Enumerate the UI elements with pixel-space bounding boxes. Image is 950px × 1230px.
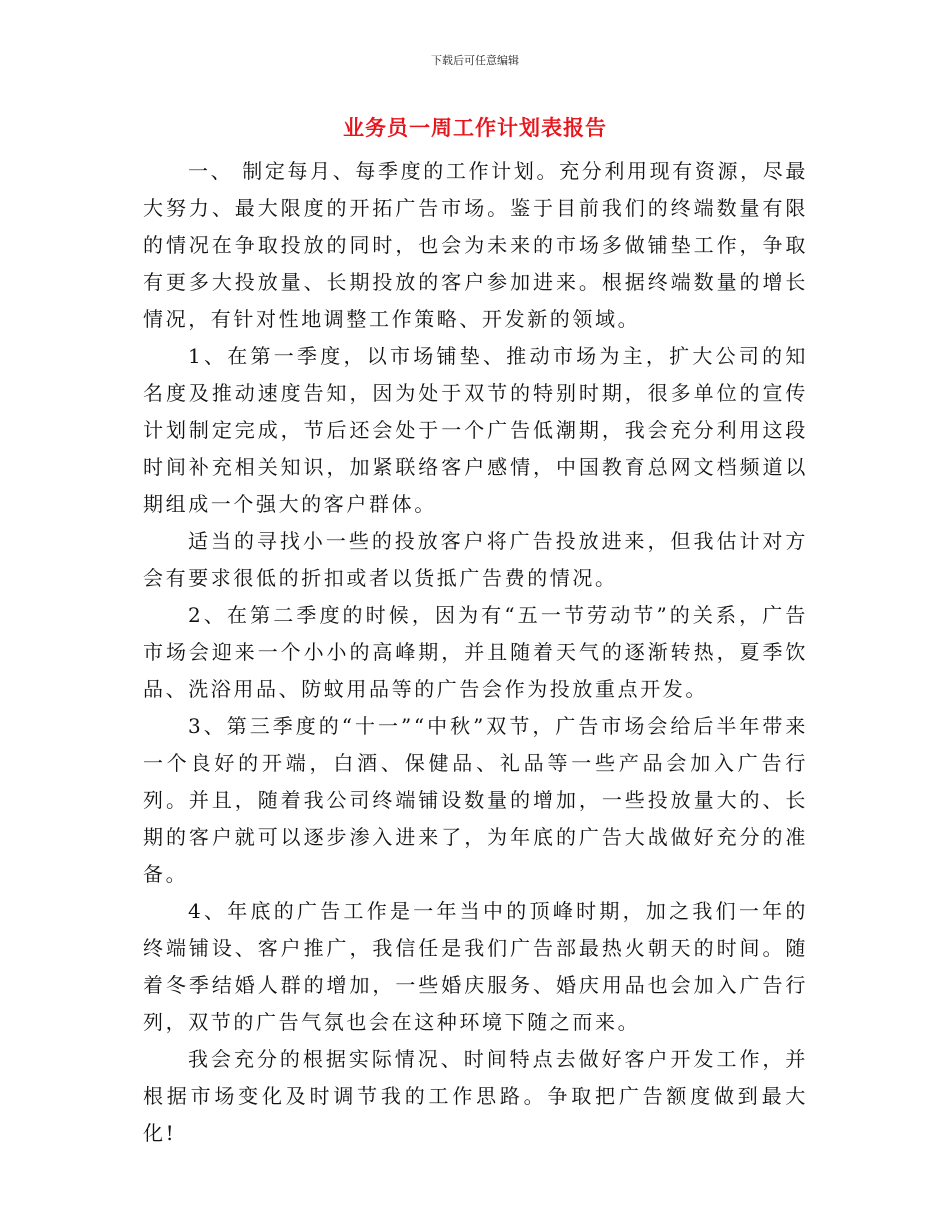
paragraph-2: 1、在第一季度，以市场铺垫、推动市场为主，扩大公司的知名度及推动速度告知，因为处于双节的特别时期，很多单位的宣传计划制定完成，节后还会处于一个广告低潮期，我会充分利用这段时间补充相关知识，加紧联络客户感情，中国教育总网文档频道以期组成一个强大的客户群体。 bbox=[143, 344, 808, 516]
paragraph-4: 2、在第二季度的时候，因为有“五一节劳动节”的关系，广告市场会迎来一个小小的高峰期，并且随着天气的逐渐转热，夏季饮品、洗浴用品、防蚊用品等的广告会作为投放重点开发。 bbox=[143, 603, 808, 701]
paragraph-6: 4、年底的广告工作是一年当中的顶峰时期，加之我们一年的终端铺设、客户推广，我信任是我们广告部最热火朝天的时间。随着冬季结婚人群的增加，一些婚庆服务、婚庆用品也会加入广告行列，双节的广告气氛也会在这种环境下随之而来。 bbox=[143, 899, 808, 1034]
document-body bbox=[143, 153, 808, 1152]
paragraph-5: 3、第三季度的“十一”“中秋”双节，广告市场会给后半年带来一个良好的开端，白酒、保健品、礼品等一些产品会加入广告行列。并且，随着我公司终端铺设数量的增加，一些投放量大的、长期的客户就可以逐步渗入进来了，为年底的广告大战做好充分的准备。 bbox=[143, 714, 808, 886]
paragraph-1: 一、 制定每月、每季度的工作计划。充分利用现有资源，尽最大努力、最大限度的开拓广告市场。鉴于目前我们的终端数量有限的情况在争取投放的同时，也会为未来的市场多做铺垫工作，争取有更多大投放量、长期投放的客户参加进来。根据终端数量的增长情况，有针对性地调整工作策略、开发新的领域。 bbox=[143, 159, 808, 331]
paragraph-3: 适当的寻找小一些的投放客户将广告投放进来，但我估计对方会有要求很低的折扣或者以货抵广告费的情况。 bbox=[143, 529, 808, 590]
document-title: 业务员一周工作计划表报告 bbox=[343, 116, 607, 140]
page-header-note: 下载后可任意编辑 bbox=[431, 54, 519, 67]
paragraph-7: 我会充分的根据实际情况、时间特点去做好客户开发工作，并根据市场变化及时调节我的工作思路。争取把广告额度做到最大化! bbox=[143, 1047, 808, 1145]
